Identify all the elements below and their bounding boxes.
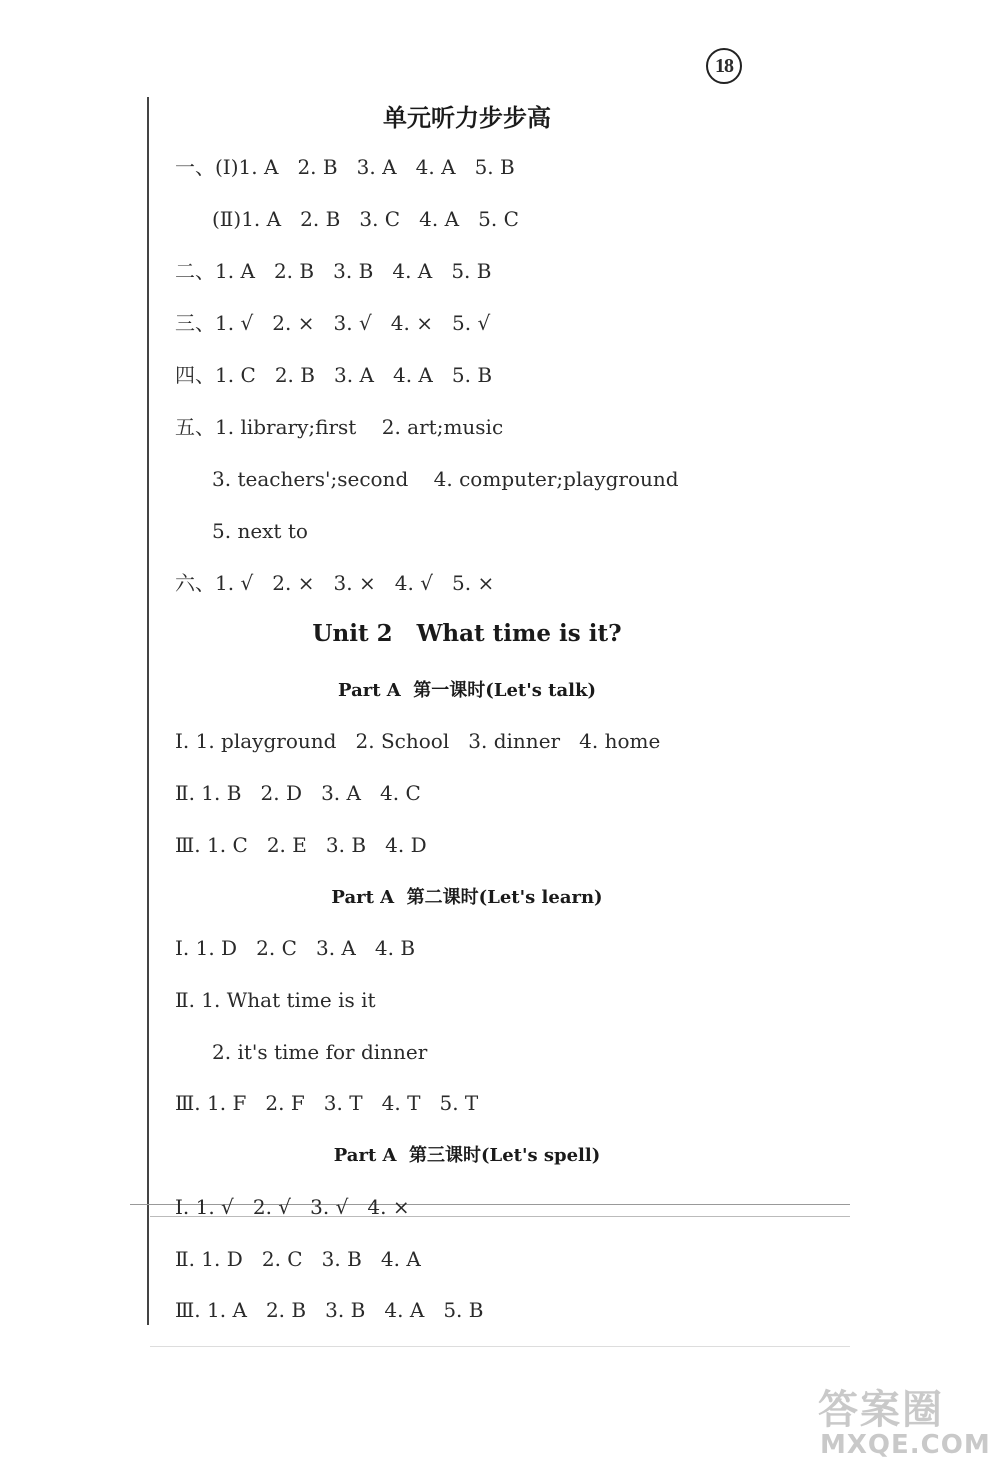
answer-line: Ⅰ. 1. D 2. C 3. A 4. B (175, 936, 416, 960)
answer-line: 五、1. library;first 2. art;music (175, 415, 504, 439)
answer-line: Ⅱ. 1. D 2. C 3. B 4. A (175, 1247, 421, 1271)
divider (150, 1346, 850, 1347)
answer-line: 3. teachers';second 4. computer;playground (212, 467, 679, 491)
answer-line: Ⅱ. 1. What time is it (175, 988, 376, 1012)
answer-line: 5. next to (212, 519, 308, 543)
answer-line: Ⅰ. 1. playground 2. School 3. dinner 4. home (175, 729, 661, 753)
answer-line: Ⅲ. 1. C 2. E 3. B 4. D (175, 833, 427, 857)
part-title: Part A 第二课时(Let's learn) (331, 887, 603, 908)
watermark-logo-text: 答案圈 (818, 1387, 944, 1433)
answer-line: 四、1. C 2. B 3. A 4. A 5. B (175, 363, 493, 387)
answer-line: Ⅲ. 1. F 2. F 3. T 4. T 5. T (175, 1091, 479, 1115)
unit-title: Unit 2 What time is it? (312, 620, 622, 647)
section-title: 单元听力步步高 (383, 104, 551, 132)
watermark-url: MXQE.COM (820, 1430, 991, 1460)
answer-line: Ⅲ. 1. A 2. B 3. B 4. A 5. B (175, 1298, 484, 1322)
answer-line: (Ⅱ)1. A 2. B 3. C 4. A 5. C (212, 207, 519, 231)
answer-line: Ⅰ. 1. √ 2. √ 3. √ 4. × (175, 1195, 410, 1219)
answer-line: 二、1. A 2. B 3. B 4. A 5. B (175, 259, 492, 283)
part-title: Part A 第一课时(Let's talk) (338, 680, 596, 701)
part-title: Part A 第三课时(Let's spell) (333, 1145, 601, 1166)
answer-line: 2. it's time for dinner (212, 1040, 428, 1064)
watermark (800, 1378, 990, 1464)
answer-line: 三、1. √ 2. × 3. √ 4. × 5. √ (175, 311, 491, 335)
page-number: 18 (706, 48, 742, 84)
answer-line: 一、(Ⅰ)1. A 2. B 3. A 4. A 5. B (175, 155, 515, 179)
answer-line: Ⅱ. 1. B 2. D 3. A 4. C (175, 781, 421, 805)
answer-line: 六、1. √ 2. × 3. × 4. √ 5. × (175, 571, 495, 595)
